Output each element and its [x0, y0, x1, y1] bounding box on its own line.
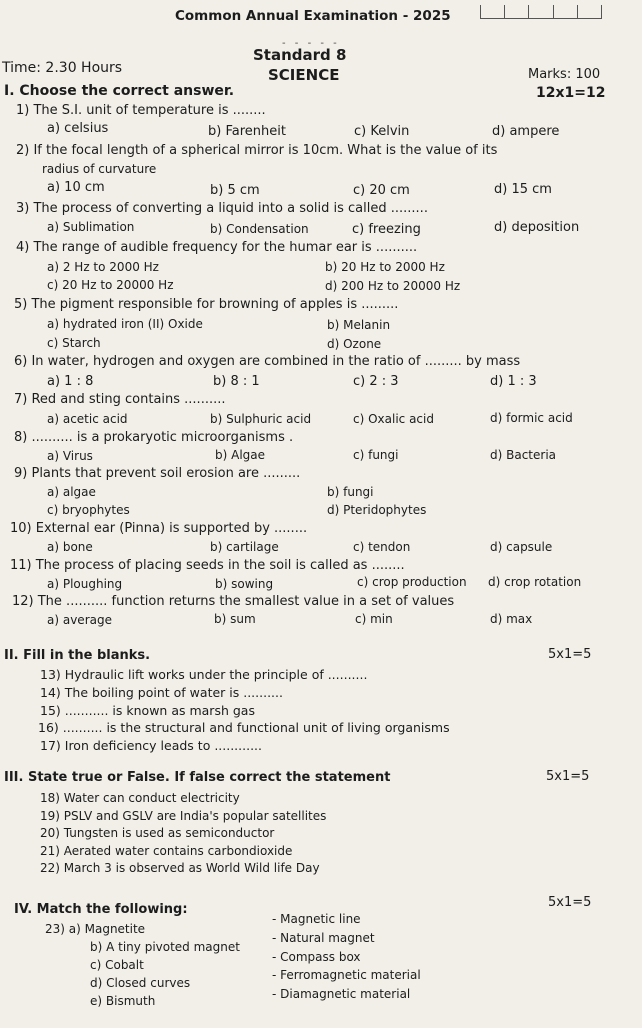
option: b) 5 cm	[210, 183, 260, 198]
option: c) 2 : 3	[353, 374, 399, 389]
option: b) fungi	[327, 485, 374, 499]
option: b) 20 Hz to 2000 Hz	[325, 260, 445, 274]
option: d) Pteridophytes	[327, 503, 427, 517]
true-false-item: 19) PSLV and GSLV are India's popular satellites	[40, 809, 327, 823]
option: b) 8 : 1	[213, 374, 260, 389]
option: c) 20 Hz to 20000 Hz	[47, 278, 174, 292]
section-4-title: IV. Match the following:	[14, 902, 188, 917]
option: c) freezing	[352, 222, 421, 237]
option: d) crop rotation	[488, 575, 582, 589]
question-text-continued: radius of curvature	[42, 162, 157, 176]
option: b) Farenheit	[208, 124, 286, 139]
match-left-item: 23) a) Magnetite	[45, 922, 146, 936]
option: b) Sulphuric acid	[210, 412, 312, 426]
option: a) Virus	[47, 449, 93, 463]
standard-label: Standard 8	[253, 46, 347, 64]
question-text: 10) External ear (Pinna) is supported by ........	[10, 521, 308, 536]
option: b) Condensation	[210, 222, 309, 236]
option: d) max	[490, 612, 533, 626]
option: c) min	[355, 612, 393, 626]
true-false-item: 20) Tungsten is used as semiconductor	[40, 826, 275, 840]
match-left-item: b) A tiny pivoted magnet	[90, 940, 240, 954]
option: a) bone	[47, 540, 93, 554]
option: c) 20 cm	[353, 183, 410, 198]
match-left-item: c) Cobalt	[90, 958, 144, 972]
match-right-item: - Compass box	[272, 950, 361, 964]
option: b) sowing	[215, 577, 274, 591]
question-text: 5) The pigment responsible for browning of apples is .........	[14, 297, 399, 312]
true-false-item: 22) March 3 is observed as World Wild life Day	[40, 861, 320, 875]
true-false-item: 21) Aerated water contains carbondioxide	[40, 844, 293, 858]
option: d) Ozone	[327, 337, 382, 351]
exam-title: Common Annual Examination - 2025	[175, 8, 451, 24]
option: c) Oxalic acid	[353, 412, 434, 426]
section-3-marks: 5x1=5	[546, 769, 590, 784]
option: d) deposition	[494, 220, 580, 235]
section-1-title: I. Choose the correct answer.	[4, 83, 235, 99]
option: a) algae	[47, 485, 96, 499]
section-4-marks: 5x1=5	[548, 895, 592, 910]
option: b) cartilage	[210, 540, 279, 554]
option: b) Algae	[215, 448, 266, 462]
option: c) Starch	[47, 336, 101, 350]
register-number-boxes	[480, 5, 602, 19]
option: c) Kelvin	[354, 124, 410, 139]
option: a) average	[47, 613, 112, 627]
option: d) 15 cm	[494, 182, 552, 197]
question-text: 11) The process of placing seeds in the soil is called as ........	[10, 558, 405, 573]
option: a) Ploughing	[47, 577, 123, 591]
option: c) tendon	[353, 540, 411, 554]
match-right-item: - Ferromagnetic material	[272, 968, 421, 982]
option: c) bryophytes	[47, 503, 130, 517]
option: b) Melanin	[327, 318, 391, 332]
match-left-item: d) Closed curves	[90, 976, 191, 990]
question-text: 8) .......... is a prokaryotic microorganisms .	[14, 430, 294, 445]
option: a) Sublimation	[47, 220, 135, 234]
question-text: 3) The process of converting a liquid into a solid is called .........	[16, 201, 428, 216]
option: b) sum	[214, 612, 256, 626]
subject-label: SCIENCE	[268, 66, 340, 84]
option: a) 2 Hz to 2000 Hz	[47, 260, 159, 274]
option: a) hydrated iron (II) Oxide	[47, 317, 203, 331]
match-right-item: - Magnetic line	[272, 912, 361, 926]
section-2-marks: 5x1=5	[548, 647, 592, 662]
fill-in-item: 17) Iron deficiency leads to ............	[40, 738, 262, 753]
option: c) fungi	[353, 448, 399, 462]
header-decoration: - - - - -	[282, 38, 340, 49]
fill-in-item: 16) .......... is the structural and functional unit of living organisms	[38, 720, 450, 735]
marks-label: Marks: 100	[528, 67, 601, 82]
match-left-item: e) Bismuth	[90, 994, 156, 1008]
question-text: 12) The .......... function returns the smallest value in a set of values	[12, 594, 455, 609]
match-right-item: - Diamagnetic material	[272, 987, 411, 1001]
option: d) Bacteria	[490, 448, 557, 462]
question-text: 2) If the focal length of a spherical mirror is 10cm. What is the value of its	[16, 143, 498, 158]
match-right-item: - Natural magnet	[272, 931, 375, 945]
true-false-item: 18) Water can conduct electricity	[40, 791, 240, 805]
option: a) 10 cm	[47, 180, 105, 195]
time-label: Time: 2.30 Hours	[2, 60, 123, 76]
option: a) 1 : 8	[47, 374, 94, 389]
section-3-title: III. State true or False. If false correct the statement	[4, 770, 391, 785]
option: d) capsule	[490, 540, 553, 554]
fill-in-item: 15) ........... is known as marsh gas	[40, 703, 255, 718]
section-1-marks: 12x1=12	[536, 85, 606, 101]
question-text: 4) The range of audible frequency for the humar ear is ..........	[16, 240, 418, 255]
option: c) crop production	[357, 575, 467, 589]
section-2-title: II. Fill in the blanks.	[4, 648, 151, 663]
option: a) celsius	[47, 121, 109, 136]
question-text: 7) Red and sting contains ..........	[14, 392, 226, 407]
question-text: 1) The S.I. unit of temperature is ........	[16, 103, 266, 118]
fill-in-item: 13) Hydraulic lift works under the principle of ..........	[40, 667, 368, 682]
question-text: 9) Plants that prevent soil erosion are .........	[14, 466, 301, 481]
option: a) acetic acid	[47, 412, 128, 426]
question-text: 6) In water, hydrogen and oxygen are combined in the ratio of ......... by mass	[14, 354, 521, 369]
option: d) ampere	[492, 124, 560, 139]
fill-in-item: 14) The boiling point of water is ..........	[40, 685, 283, 700]
option: d) 200 Hz to 20000 Hz	[325, 279, 461, 293]
option: d) formic acid	[490, 411, 573, 425]
option: d) 1 : 3	[490, 374, 537, 389]
